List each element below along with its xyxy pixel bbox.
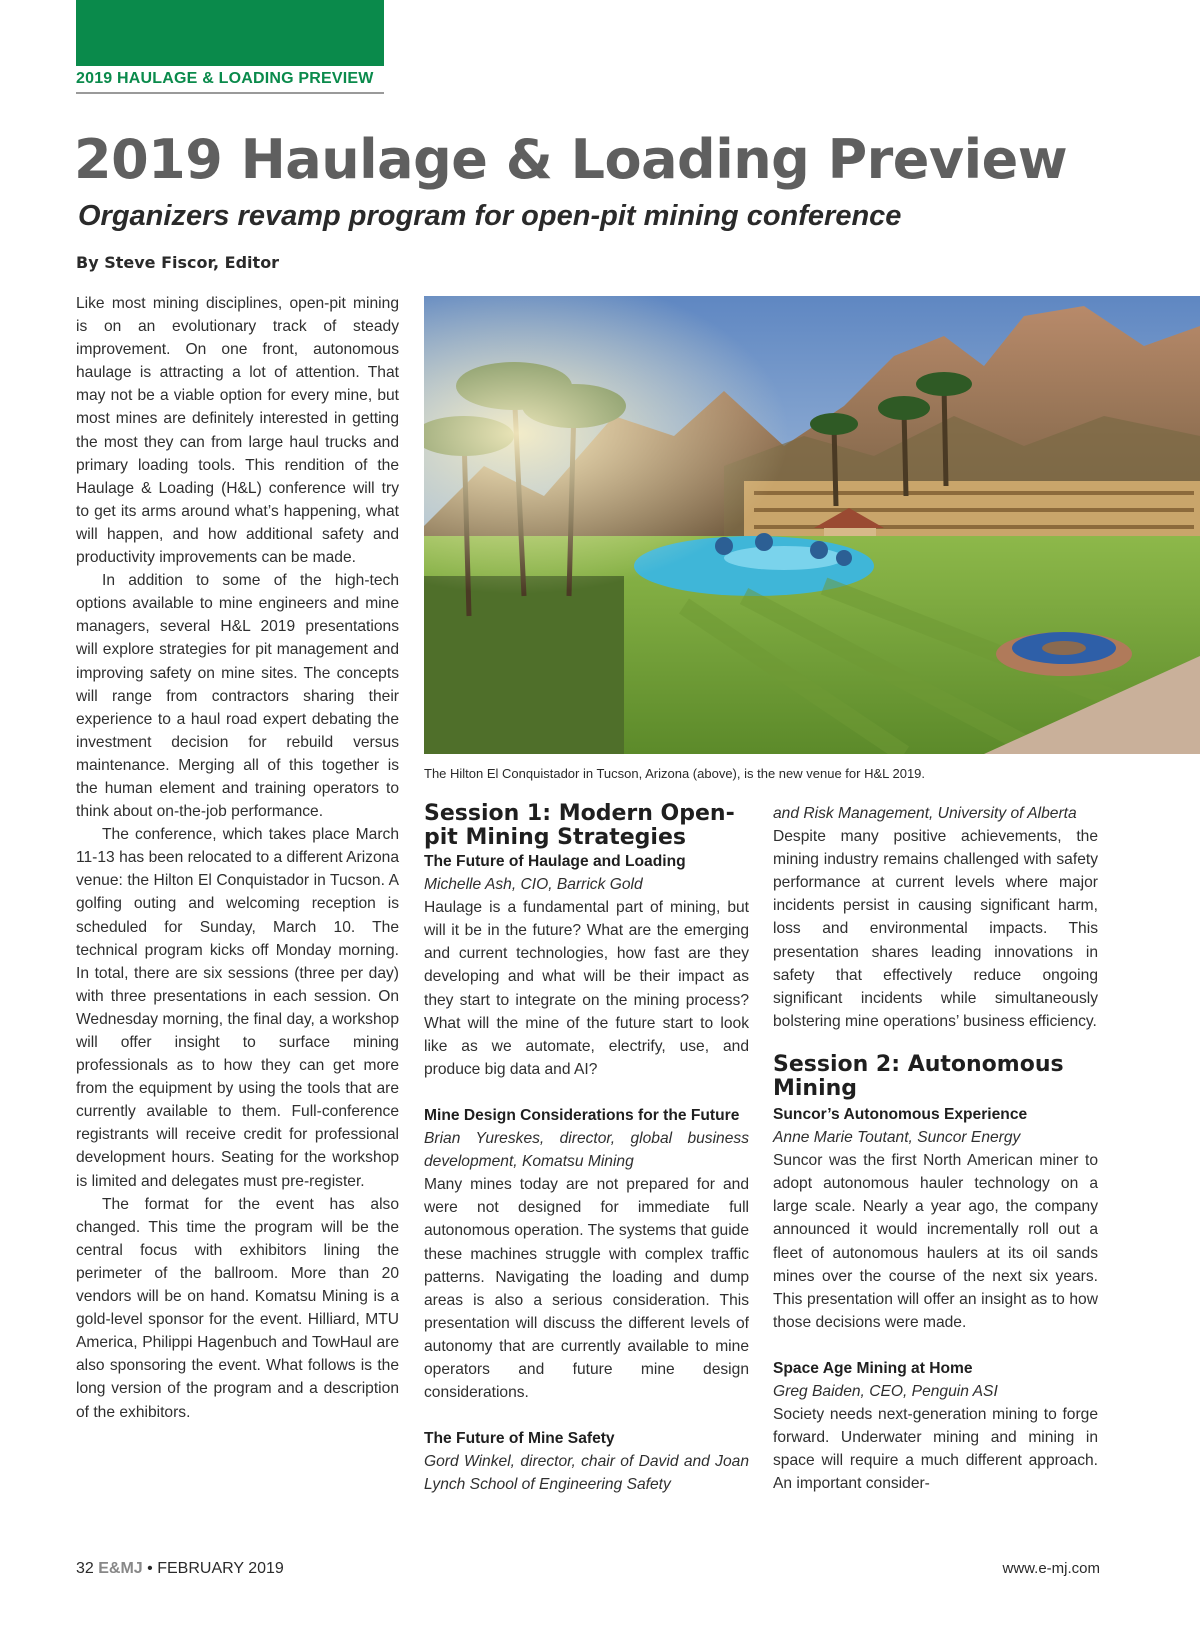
talk-title: Suncor’s Autonomous Experience	[773, 1105, 1028, 1123]
page-number: 32	[76, 1560, 94, 1577]
article-subtitle: Organizers revamp program for open-pit mining conference	[78, 200, 902, 232]
footer-separator: •	[147, 1560, 153, 1577]
issue-date: FEBRUARY 2019	[157, 1560, 284, 1577]
talk-speaker: Greg Baiden, CEO, Penguin ASI	[773, 1382, 998, 1400]
section-tag: 2019 HAULAGE & LOADING PREVIEW	[76, 70, 384, 94]
talk-description: Many mines today are not prepared for and were not designed for immediate full autonomous operation. The systems that guide these machines struggle with complex traffic patterns. Navigating the loading and dump areas is also a serious consideration. This presentation will discuss the different levels of autonomy that are currently available to mine operators and future mine design considerations.	[424, 1176, 749, 1402]
talk-title: Space Age Mining at Home	[773, 1359, 973, 1377]
body-paragraph: The format for the event has also changed. This time the program will be the central focus with exhibitors lining the perimeter of the ballroom. More than 20 vendors will be on hand. Komatsu Mining is a gold-level sponsor for the event. Hilliard, MTU America, Philippi Hagenbuch and TowHaul are also sponsoring the event. What follows is the long version of the program and a description of the exhibitors.	[76, 1195, 399, 1421]
session-heading: Session 2: Autonomous Mining	[773, 1051, 1064, 1101]
article-title: 2019 Haulage & Loading Preview	[74, 128, 1068, 191]
venue-photo	[424, 296, 1200, 754]
body-paragraph: In addition to some of the high-tech options available to mine engineers and mine managers, several H&L 2019 presentations will explore strategies for pit management and improving safety on mine sites. The concepts will range from contractors sharing their experience to a haul road expert debating the investment decision for rebuild versus maintenance. Merging all of this together is the human element and training operators to think about on-the-job performance.	[76, 572, 399, 821]
talk-description: Suncor was the first North American miner to adopt autonomous hauler technology on a large scale. Nearly a year ago, the company announced it would incrementally roll out a fleet of autonomous haulers at its oil sands mines over the course of the next six years. This presentation will offer an insight as to how those decisions were made.	[773, 1152, 1098, 1331]
session-heading: Session 1: Modern Open-pit Mining Strategies	[424, 801, 735, 850]
page-footer	[76, 1560, 284, 1578]
talk-title: The Future of Haulage and Loading	[424, 853, 686, 870]
header-color-block	[76, 0, 384, 66]
body-paragraph: The conference, which takes place March 11-13 has been relocated to a different Arizona venue: the Hilton El Conquistador in Tucson. A golfing outing and welcoming reception is scheduled for Sunday, March 10. The technical program kicks off Monday morning. In total, there are six sessions (three per day) with three presentations in each session. On Wednesday morning, the final day, a workshop will offer insight to surface mining professionals as to how they can get more from the equipment by using the tools that are currently available to them. Full-conference registrants will receive credit for professional development hours. Seating for the workshop is limited and delegates must pre-register.	[76, 826, 399, 1190]
program-column-right	[773, 802, 1098, 1495]
body-paragraph: Like most mining disciplines, open-pit mining is on an evolutionary track of steady improvement. On one front, autonomous haulage is attracting a lot of attention. That may not be a viable option for every mine, but most mines are definitely interested in getting the most they can from large haul trucks and primary loading tools. This rendition of the Haulage & Loading (H&L) conference will try to get its arms around what’s happening, what will happen, and how additional safety and productivity improvements can be made.	[76, 295, 399, 567]
talk-speaker: Michelle Ash, CIO, Barrick Gold	[424, 876, 643, 894]
program-column-left	[424, 802, 749, 1496]
talk-speaker-continued: and Risk Management, University of Alberta	[773, 805, 1077, 822]
talk-description: Haulage is a fundamental part of mining, but will it be in the future? What are the emerging and current technologies, how fast are they developing and what will be their impact as they start to integrate on the mining process? What will the mine of the future start to look like as we automate, electrify, use, and produce big data and AI?	[424, 899, 749, 1078]
magazine-brand: E&MJ	[98, 1560, 143, 1577]
byline: By Steve Fiscor, Editor	[76, 253, 280, 272]
talk-title: Mine Design Considerations for the Future	[424, 1106, 740, 1124]
article-body-column	[76, 292, 399, 1424]
talk-description: Despite many positive achievements, the mining industry remains challenged with safety performance at current levels where major incidents persist in causing significant harm, loss and environmental impacts. This presentation shares leading innovations in safety that effectively reduce ongoing significant incidents while simultaneously bolstering mine operations’ business efficiency.	[773, 828, 1098, 1030]
talk-title: The Future of Mine Safety	[424, 1430, 615, 1448]
website-url[interactable]: www.e-mj.com	[1002, 1560, 1100, 1577]
talk-speaker: Brian Yureskes, director, global business development, Komatsu Mining	[424, 1130, 749, 1171]
resort-landscape-image	[424, 296, 1200, 754]
talk-speaker: Anne Marie Toutant, Suncor Energy	[773, 1129, 1021, 1147]
photo-caption: The Hilton El Conquistador in Tucson, Arizona (above), is the new venue for H&L 2019.	[424, 766, 926, 781]
talk-speaker: Gord Winkel, director, chair of David and Joan Lynch School of Engineering Safety	[424, 1453, 749, 1494]
talk-description: Society needs next-generation mining to forge forward. Underwater mining and mining in space will require a much different approach. An important consider-	[773, 1406, 1098, 1493]
